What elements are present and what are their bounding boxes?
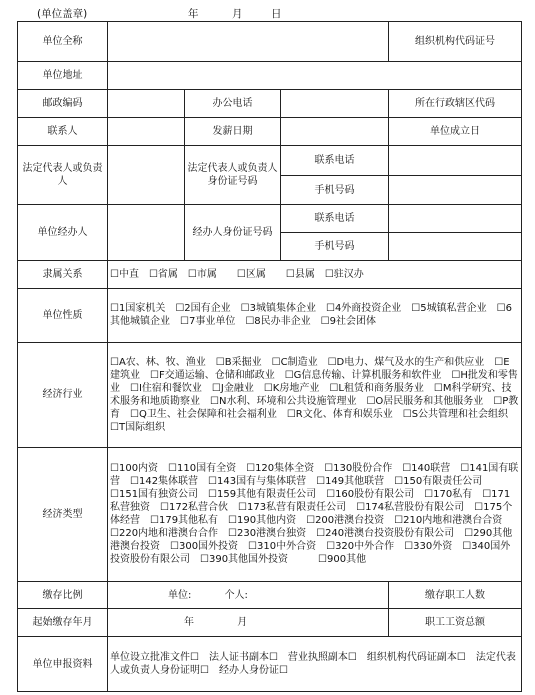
row-legal-rep-1 xyxy=(18,145,522,175)
stamp-label: (单位盖章) xyxy=(37,8,88,20)
economic-type-label: 经济类型 xyxy=(18,447,108,581)
affiliation-options[interactable]: ☐中直 ☐省属 ☐市属 ☐区属 ☐县属 ☐驻汉办 xyxy=(108,261,522,289)
start-month-label: 起始缴存年月 xyxy=(18,609,108,637)
agent-field[interactable] xyxy=(108,205,185,261)
row-contact xyxy=(18,117,522,145)
unit-ratio-label: 单位: xyxy=(168,589,192,601)
economic-type-options[interactable]: ☐100内资 ☐110国有全资 ☐120集体全资 ☐130股份合作 ☐140联营 ☐141国有联营 ☐142集体联营 ☐143国有与集体联营 ☐149其他联营 ☐150有限责任公司 ☐151国有独资公司 ☐159其他有限责任公司 ☐160股份有限公司 ☐170私有 ☐171私营独资 ☐172私营合伙 ☐173私营有限责任公司 ☐174私营股份有限公司 ☐175个体经营 ☐179其他私有 ☐190其他内资 ☐200港澳台投资 ☐210内地和港澳台合资 ☐220内地和港澳台合作 ☐230港澳台独资 ☐240港澳台投资股份有限公司 ☐290其他港澳台投资 ☐300国外投资 ☐310中外合资 ☐320中外合作 ☐330外资 ☐340国外投资股份有限公司 ☐390其他国外投资 ☐900其他 xyxy=(108,447,522,581)
row-start-month xyxy=(18,609,522,637)
postal-code-field[interactable] xyxy=(108,90,185,118)
row-postal-phone xyxy=(18,90,522,118)
start-month-field[interactable] xyxy=(108,609,389,637)
unit-address-label: 单位地址 xyxy=(18,62,108,90)
unit-nature-options[interactable]: ☐1国家机关 ☐2国有企业 ☐3城镇集体企业 ☐4外商投资企业 ☐5城镇私营企业 ☐6其他城镇企业 ☐7事业单位 ☐8民办非企业 ☐9社会团体 xyxy=(108,288,522,342)
mobile-label: 手机号码 xyxy=(281,175,389,205)
district-code-label: 所在行政辖区代码 xyxy=(389,90,522,118)
pay-date-field[interactable] xyxy=(281,117,389,145)
contact-phone-field[interactable] xyxy=(389,145,522,175)
founded-date-label: 单位成立日 xyxy=(389,117,522,145)
documents-options[interactable]: 单位设立批准文件☐ 法人证书副本☐ 营业执照副本☐ 组织机构代码证副本☐ 法定代表人或负责人身份证明☐ 经办人身份证☐ xyxy=(108,637,522,692)
agent-id-label: 经办人身份证号码 xyxy=(185,205,281,261)
start-month-unit: 月 xyxy=(237,617,248,629)
office-phone-label: 办公电话 xyxy=(185,90,281,118)
total-wages-label: 职工工资总额 xyxy=(389,609,522,637)
row-unit-address xyxy=(18,62,522,90)
mobile-field[interactable] xyxy=(389,175,522,205)
date-day-label: 日 xyxy=(271,8,282,20)
unit-name-label: 单位全称 xyxy=(18,22,108,62)
legal-rep-field[interactable] xyxy=(108,145,185,205)
date-month-label: 月 xyxy=(232,8,243,20)
form-header xyxy=(0,3,535,21)
row-economic-type xyxy=(18,447,522,581)
date-year-label: 年 xyxy=(188,8,199,20)
registration-table xyxy=(17,21,522,692)
row-unit-nature xyxy=(18,288,522,342)
personal-ratio-label: 个人: xyxy=(224,589,248,601)
unit-nature-label: 单位性质 xyxy=(18,288,108,342)
legal-rep-id-label: 法定代表人或负责人身份证号码 xyxy=(185,145,281,205)
start-year-unit: 年 xyxy=(184,617,194,629)
contact-label: 联系人 xyxy=(18,117,108,145)
unit-address-field[interactable] xyxy=(108,62,522,90)
unit-name-field[interactable] xyxy=(108,22,389,62)
agent-mobile-field[interactable] xyxy=(389,233,522,261)
industry-label: 经济行业 xyxy=(18,342,108,447)
postal-code-label: 邮政编码 xyxy=(18,90,108,118)
contact-phone-label: 联系电话 xyxy=(281,145,389,175)
industry-options[interactable]: ☐A农、林、牧、渔业 ☐B采掘业 ☐C制造业 ☐D电力、煤气及水的生产和供应业 ☐E建筑业 ☐F交通运输、仓储和邮政业 ☐G信息传输、计算机服务和软件业 ☐H批发和零售业 ☐I住宿和餐饮业 ☐J金融业 ☐K房地产业 ☐L租赁和商务服务业 ☐M科学研究、技术服务和地质勘察业 ☐N水利、环境和公共设施管理业 ☐O居民服务和其他服务业 ☐P教育 ☐Q卫生、社会保障和社会福利业 ☐R文化、体育和娱乐业 ☐S公共管理和社会组织 ☐T国际组织 xyxy=(108,342,522,447)
affiliation-label: 隶属关系 xyxy=(18,261,108,289)
agent-phone-label: 联系电话 xyxy=(281,205,389,233)
agent-label: 单位经办人 xyxy=(18,205,108,261)
row-industry xyxy=(18,342,522,447)
row-agent-1 xyxy=(18,205,522,233)
pay-date-label: 发薪日期 xyxy=(185,117,281,145)
row-affiliation xyxy=(18,261,522,289)
row-documents xyxy=(18,637,522,692)
deposit-ratio-field[interactable] xyxy=(108,581,389,609)
row-deposit-ratio xyxy=(18,581,522,609)
legal-rep-label: 法定代表人或负责人 xyxy=(18,145,108,205)
agent-mobile-label: 手机号码 xyxy=(281,233,389,261)
contact-field[interactable] xyxy=(108,117,185,145)
agent-phone-field[interactable] xyxy=(389,205,522,233)
office-phone-field[interactable] xyxy=(281,90,389,118)
deposit-ratio-label: 缴存比例 xyxy=(18,581,108,609)
row-unit-name xyxy=(18,22,522,62)
documents-label: 单位申报资料 xyxy=(18,637,108,692)
employee-count-label: 缴存职工人数 xyxy=(389,581,522,609)
org-code-label: 组织机构代码证号 xyxy=(389,22,522,62)
